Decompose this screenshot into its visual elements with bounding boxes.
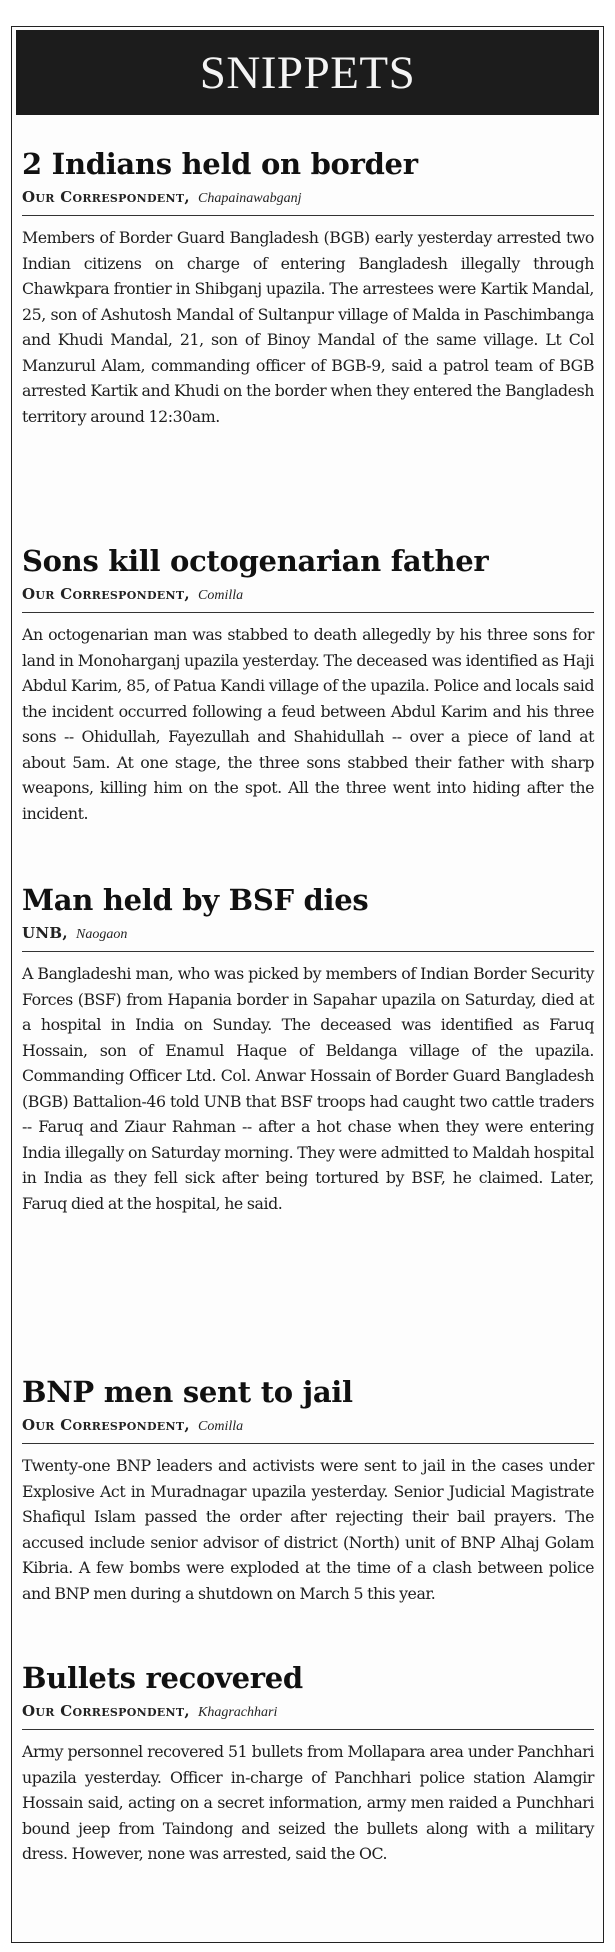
story-byline xyxy=(22,1416,594,1436)
byline-source: Our Correspondent, xyxy=(22,585,190,603)
news-story xyxy=(22,1660,594,1867)
story-body: Army personnel recovered 51 bullets from Mollapara area under Panchhari upazila yesterday. Officer in-charge of Panchhari police station Alamgir Hossain said, acting on a secret information, army men raided a Punchhari bound jeep from Taindong and seized the bullets along with a military dress. However, none was arrested, said the OC. xyxy=(22,1742,594,1863)
byline-divider xyxy=(22,951,594,952)
byline-divider xyxy=(22,215,594,216)
byline-source: Our Correspondent, xyxy=(22,1702,190,1720)
byline-place: Khagrachhari xyxy=(198,1705,278,1720)
story-body: A Bangladeshi man, who was picked by members of Indian Border Security Forces (BSF) from Hapania border in Sapahar upazila on Saturday, died at a hospital in India on Sunday. The deceased was identified as Faruq Hossain, son of Enamul Haque of Beldanga village of the upazila. Commanding Officer Ltd. Col. Anwar Hossain of Border Guard Bangladesh (BGB) Battalion-46 told UNB that BSF troops had caught two cattle traders -- Faruq and Ziaur Rahman -- after a hot chase when they were entering India illegally on Saturday morning. They were admitted to Maldah hospital in India as they fell sick after being tortured by BSF, he claimed. Later, Faruq died at the hospital, he said. xyxy=(22,964,594,1213)
byline-divider xyxy=(22,612,594,613)
news-story xyxy=(22,146,594,429)
byline-place: Chapainawabganj xyxy=(198,191,302,206)
byline-place: Naogaon xyxy=(76,927,128,942)
story-byline xyxy=(22,585,594,605)
story-headline: Sons kill octogenarian father xyxy=(22,544,489,578)
byline-divider xyxy=(22,1443,594,1444)
news-story xyxy=(22,543,594,826)
story-headline: BNP men sent to jail xyxy=(22,1375,353,1409)
story-headline: 2 Indians held on border xyxy=(22,147,418,181)
byline-place: Comilla xyxy=(198,1419,244,1434)
story-body: Members of Border Guard Bangladesh (BGB) early yesterday arrested two Indian citizens on charge of entering Bangladesh illegally through Chawkpara frontier in Shibganj upazila. The arrestees were Kartik Mandal, 25, son of Ashutosh Mandal of Sultanpur village of Malda in Paschimbanga and Khudi Mandal, 21, son of Binoy Mandal of the same village. Lt Col Manzurul Alam, commanding officer of BGB-9, said a patrol team of BGB arrested Kartik and Khudi on the border when they entered the Bangladesh territory around 12:30am. xyxy=(22,228,594,426)
byline-divider xyxy=(22,1729,594,1730)
story-headline: Bullets recovered xyxy=(22,1661,303,1695)
byline-place: Comilla xyxy=(198,588,244,603)
news-story xyxy=(22,882,594,1216)
section-banner xyxy=(16,30,599,115)
byline-source: Our Correspondent, xyxy=(22,188,190,206)
story-body: An octogenarian man was stabbed to death allegedly by his three sons for land in Monoharganj upazila yesterday. The deceased was identified as Haji Abdul Karim, 85, of Patua Kandi village of the upazila. Police and locals said the incident occurred following a feud between Abdul Karim and his three sons -- Ohidullah, Fayezullah and Shahidullah -- over a piece of land at about 5am. At one stage, the three sons stabbed their father with sharp weapons, killing him on the spot. All the three went into hiding after the incident. xyxy=(22,625,594,823)
story-byline xyxy=(22,924,594,944)
story-headline: Man held by BSF dies xyxy=(22,883,369,917)
byline-source: UNB, xyxy=(22,924,68,942)
byline-source: Our Correspondent, xyxy=(22,1416,190,1434)
story-body: Twenty-one BNP leaders and activists were sent to jail in the cases under Explosive Act in Muradnagar upazila yesterday. Senior Judicial Magistrate Shafiqul Islam passed the order after rejecting their bail prayers. The accused include senior advisor of district (North) unit of BNP Alhaj Golam Kibria. A few bombs were exploded at the time of a clash between police and BNP men during a shutdown on March 5 this year. xyxy=(22,1456,594,1603)
section-title: SNIPPETS xyxy=(199,46,416,99)
news-story xyxy=(22,1374,594,1606)
story-byline xyxy=(22,188,594,208)
story-byline xyxy=(22,1702,594,1722)
